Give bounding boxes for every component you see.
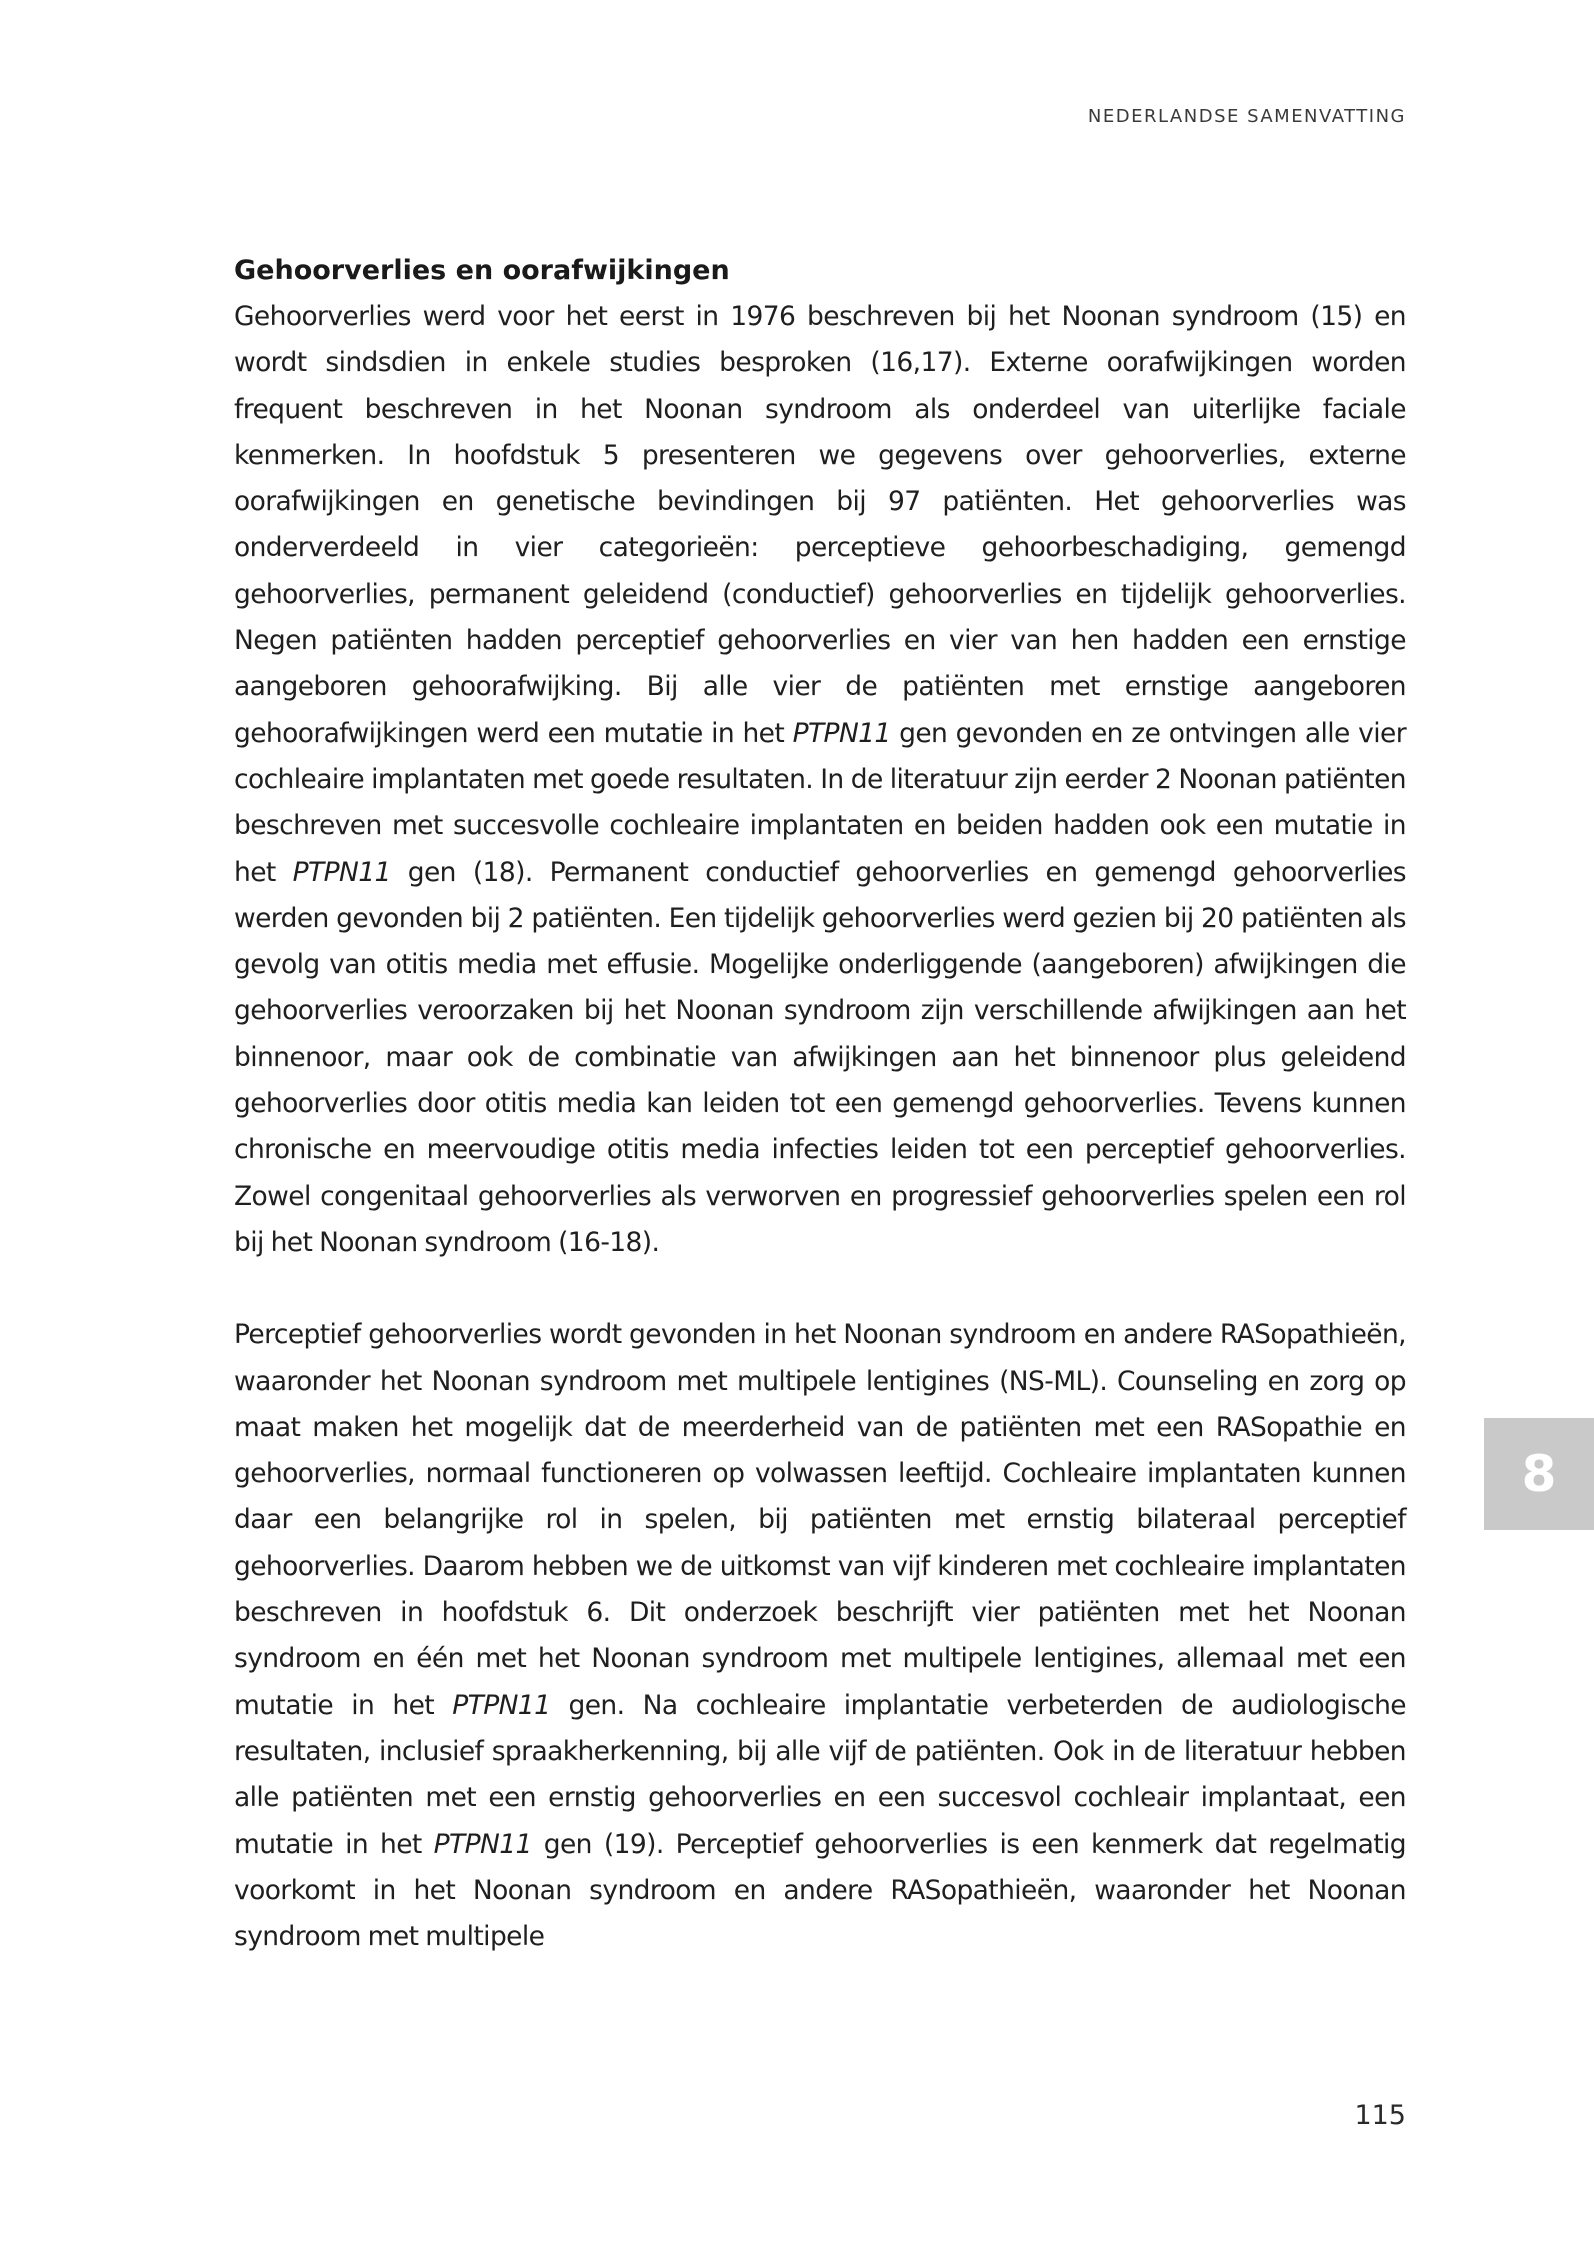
chapter-number: 8	[1521, 1445, 1557, 1503]
paragraph-1-text-a: Gehoorverlies werd voor het eerst in 1976 beschreven bij het Noonan syndroom (15) en wordt sindsdien in enkele studies besproken (16,17). Externe oorafwijkingen worden frequent beschreven in het Noonan syndroom als onderdeel van uiterlijke faciale kenmerken. In hoofdstuk 5 presenteren we gegevens over gehoorverlies, externe oorafwijkingen en genetische bevindingen bij 97 patiënten. Het gehoorverlies was onderverdeeld in vier categorieën: perceptieve gehoorbeschadiging, gemengd gehoorverlies, permanent geleidend (conductief) gehoorverlies en tijdelijk gehoorverlies. Negen patiënten hadden perceptief gehoorverlies en vier van hen hadden een ernstige aangeboren gehoorafwijking. Bij alle vier de patiënten met ernstige aangeboren gehoorafwijkingen werd een mutatie in het	[234, 301, 1406, 749]
body-paragraph-2	[234, 1312, 1406, 1960]
chapter-tab	[1484, 1418, 1594, 1530]
gene-name: PTPN11	[792, 717, 891, 749]
gene-name: PTPN11	[433, 1828, 532, 1860]
paragraph-1-text-b: gen gevonden en ze ontvingen alle vier cochleaire implantaten met goede resultaten. In de literatuur zijn eerder 2 Noonan patiënten beschreven met succesvolle cochleaire implantaten en beiden hadden ook een mutatie in het	[234, 717, 1406, 888]
gene-name: PTPN11	[292, 856, 391, 888]
page-content	[234, 248, 1406, 1960]
gene-name: PTPN11	[452, 1689, 551, 1721]
paragraph-2-text-a: Perceptief gehoorverlies wordt gevonden in het Noonan syndroom en andere RASopathieën, waaronder het Noonan syndroom met multipele lentigines (NS-ML). Counseling en zorg op maat maken het mogelijk dat de meerderheid van de patiënten met een RASopathie en gehoorverlies, normaal functioneren op volwassen leeftijd. Cochleaire implantaten kunnen daar een belangrijke rol in spelen, bij patiënten met ernstig bilateraal perceptief gehoorverlies. Daarom hebben we de uitkomst van vijf kinderen met cochleaire implantaten beschreven in hoofdstuk 6. Dit onderzoek beschrijft vier patiënten met het Noonan syndroom en één met het Noonan syndroom met multipele lentigines, allemaal met een mutatie in het	[234, 1319, 1406, 1721]
page-number: 115	[1354, 2100, 1406, 2131]
paragraph-2-text-b: gen. Na cochleaire implantatie verbeterden de audiologische resultaten, inclusief spraakherkenning, bij alle vijf de patiënten. Ook in de literatuur hebben alle patiënten met een ernstig gehoorverlies en een succesvol cochleair implantaat, een mutatie in het	[234, 1689, 1407, 1860]
running-header: NEDERLANDSE SAMENVATTING	[1087, 106, 1406, 127]
body-paragraph-1	[234, 294, 1406, 1266]
paragraph-2-text-c: gen (19). Perceptief gehoorverlies is een kenmerk dat regelmatig voorkomt in het Noonan syndroom en andere RASopathieën, waaronder het Noonan syndroom met multipele	[234, 1828, 1406, 1953]
section-heading: Gehoorverlies en oorafwijkingen	[234, 255, 730, 286]
paragraph-1-text-c: gen (18). Permanent conductief gehoorverlies en gemengd gehoorverlies werden gevonden bij 2 patiënten. Een tijdelijk gehoorverlies werd gezien bij 20 patiënten als gevolg van otitis media met effusie. Mogelijke onderliggende (aangeboren) afwijkingen die gehoorverlies veroorzaken bij het Noonan syndroom zijn verschillende afwijkingen aan het binnenoor, maar ook de combinatie van afwijkingen aan het binnenoor plus geleidend gehoorverlies door otitis media kan leiden tot een gemengd gehoorverlies. Tevens kunnen chronische en meervoudige otitis media infecties leiden tot een perceptief gehoorverlies. Zowel congenitaal gehoorverlies als verworven en progressief gehoorverlies spelen een rol bij het Noonan syndroom (16-18).	[234, 856, 1407, 1258]
paragraph-spacer	[234, 1266, 1406, 1312]
